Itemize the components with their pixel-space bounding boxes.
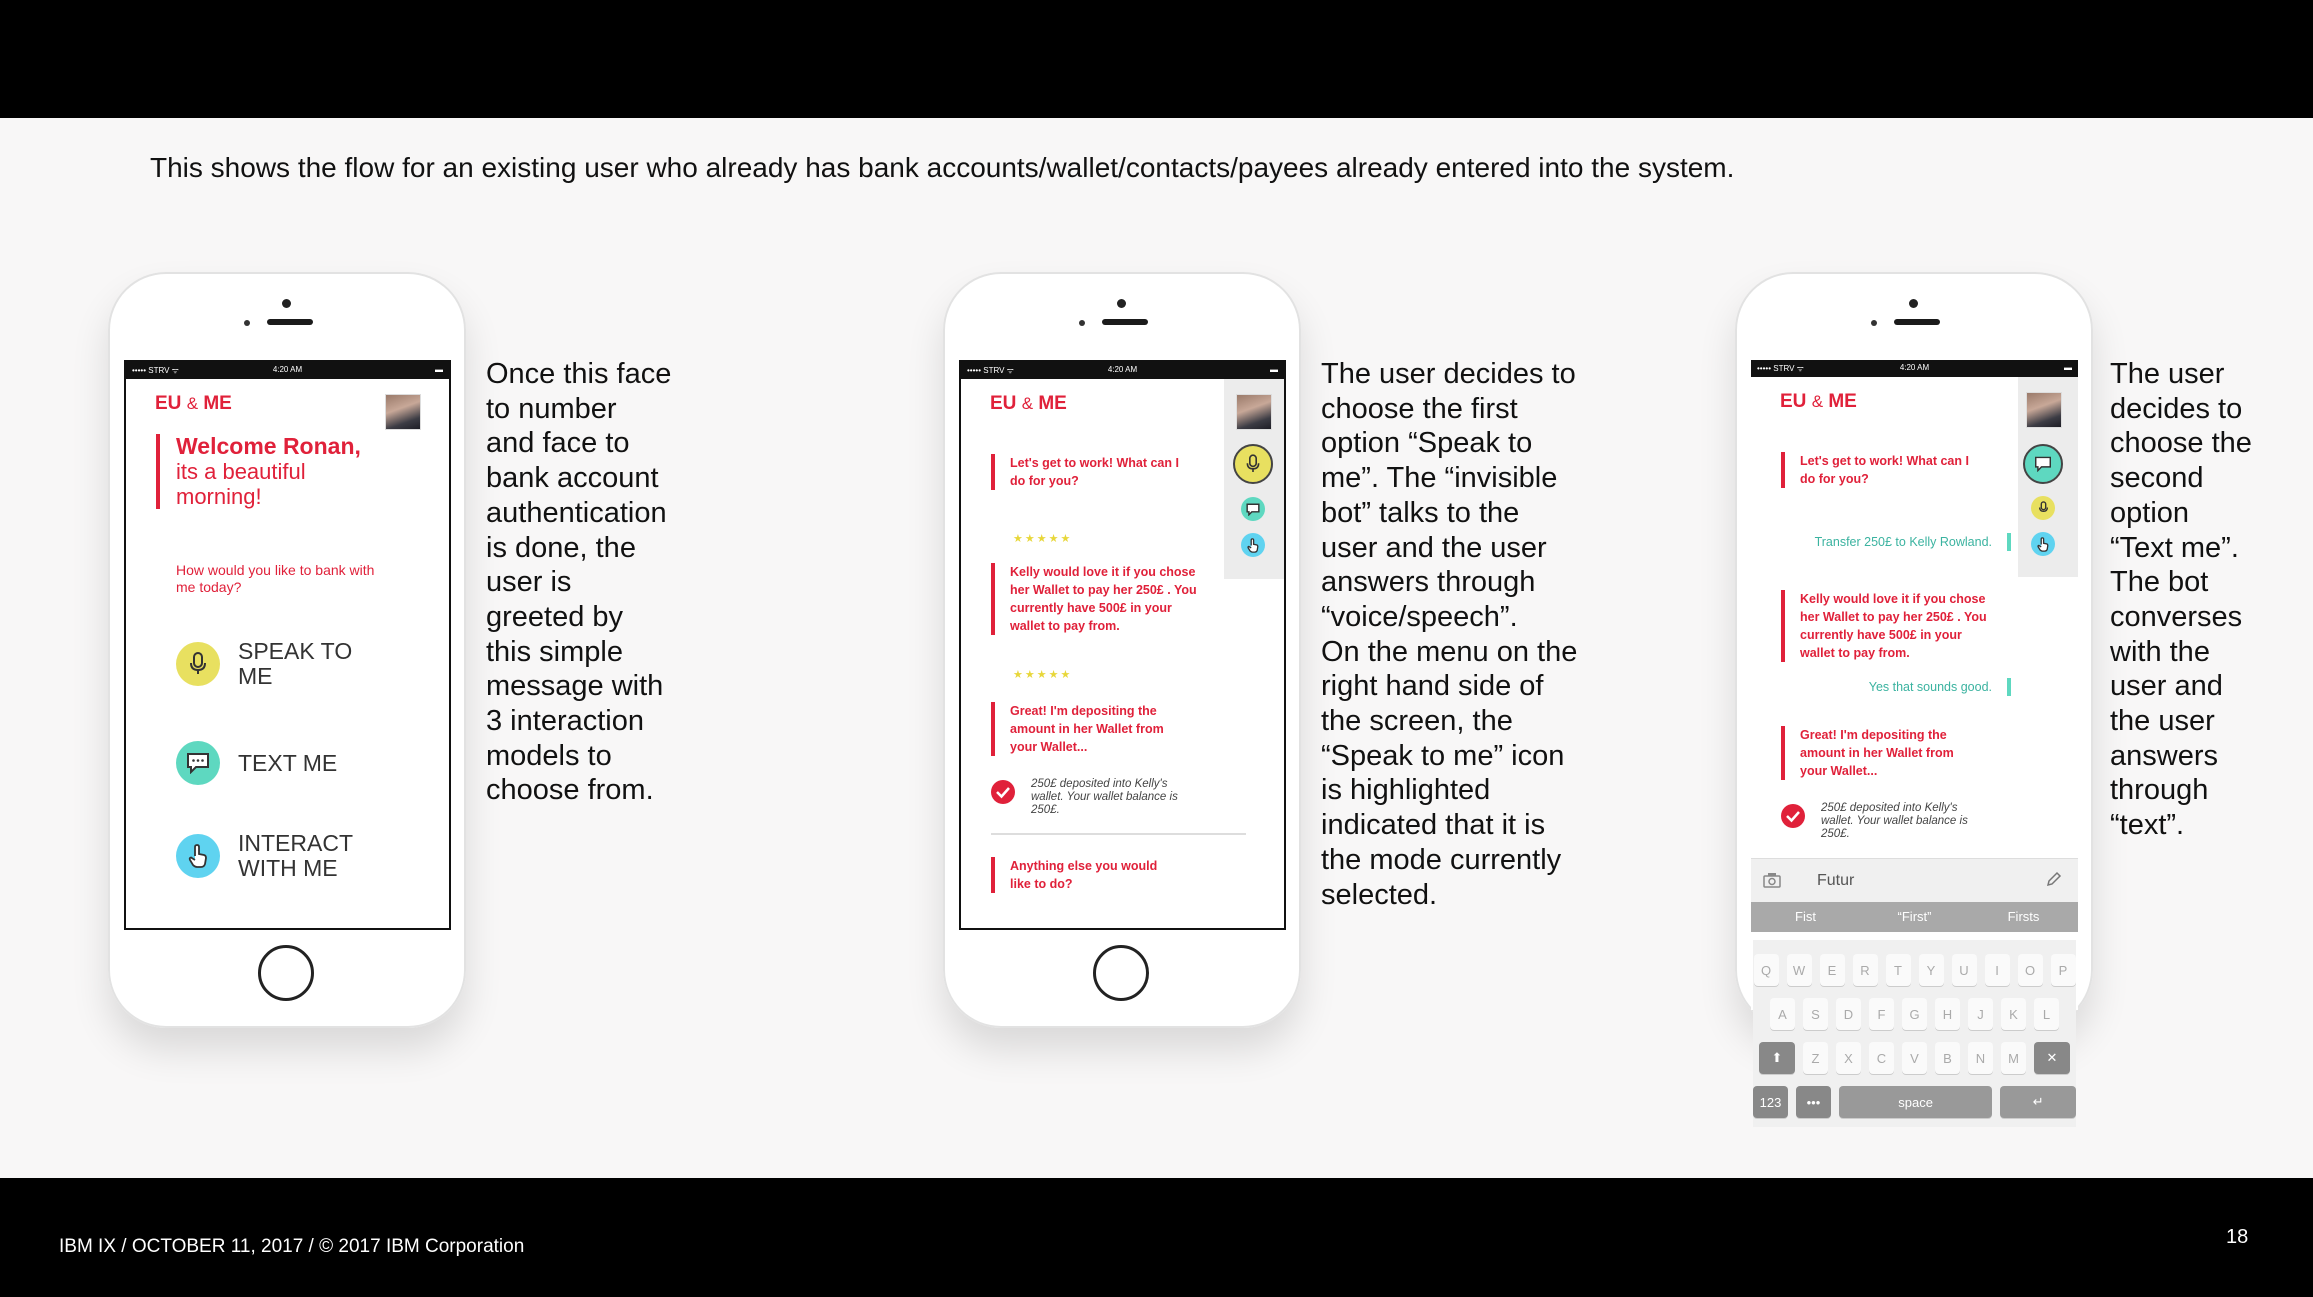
app-logo: EU & ME (155, 393, 232, 414)
key[interactable]: S (1803, 998, 1828, 1030)
autocomplete-bar (1751, 902, 2078, 932)
key[interactable]: T (1886, 954, 1911, 986)
key[interactable]: N (1968, 1042, 1993, 1074)
key[interactable]: Q (1754, 954, 1779, 986)
key[interactable]: R (1853, 954, 1878, 986)
bot-message: Great! I'm depositing the amount in her Wallet from your Wallet... (991, 702, 1176, 756)
key[interactable]: W (1787, 954, 1812, 986)
camera (1909, 299, 1918, 308)
shift-key[interactable]: ⬆ (1759, 1042, 1795, 1074)
key[interactable]: J (1968, 998, 1993, 1030)
key[interactable]: G (1902, 998, 1927, 1030)
key[interactable]: D (1836, 998, 1861, 1030)
bot-message: Anything else you would like to do? (991, 857, 1176, 893)
phone-speak (943, 272, 1301, 1028)
sensor (244, 320, 250, 326)
numbers-key[interactable]: 123 (1753, 1086, 1788, 1118)
avatar[interactable] (2026, 392, 2062, 428)
app-logo: EU & ME (1780, 391, 1857, 412)
speaker (267, 319, 313, 325)
option-label: SPEAK TO ME (238, 638, 353, 689)
key[interactable]: F (1869, 998, 1894, 1030)
camera (282, 299, 291, 308)
chat-icon[interactable] (2023, 444, 2063, 484)
delete-key[interactable]: ✕ (2034, 1042, 2070, 1074)
bot-message: Kelly would love it if you chose her Wallet to pay her 250£ . You currently have 500£ in your wallet to pay from. (1781, 590, 1991, 662)
keyboard (1753, 940, 2076, 1127)
top-bar (0, 0, 2313, 118)
user-message: Yes that sounds good. (1811, 678, 2011, 696)
text-me-option[interactable] (176, 741, 368, 785)
key[interactable]: L (2034, 998, 2059, 1030)
phone-text (1735, 272, 2093, 1028)
mic-icon (176, 642, 220, 686)
camera-icon[interactable] (1763, 872, 1781, 893)
intro-text: This shows the flow for an existing user who already has bank accounts/wallet/contacts/payees already entered into the system. (150, 152, 1735, 183)
hand-pointer-icon[interactable] (2031, 532, 2055, 556)
hand-pointer-icon[interactable] (1241, 533, 1265, 557)
mic-icon[interactable] (2031, 496, 2055, 520)
key[interactable]: X (1836, 1042, 1861, 1074)
footer-text: IBM IX / OCTOBER 11, 2017 / © 2017 IBM Corporation (59, 1236, 525, 1257)
speaker (1894, 319, 1940, 325)
key[interactable]: K (2001, 998, 2026, 1030)
suggestion[interactable]: “First” (1897, 909, 1932, 924)
key[interactable]: A (1770, 998, 1795, 1030)
key[interactable]: Y (1919, 954, 1944, 986)
chat-icon (176, 741, 220, 785)
bank-question: How would you like to bank with me today? (176, 562, 375, 595)
confirmation-text: 250£ deposited into Kelly's wallet. Your wallet balance is 250£. (1821, 802, 1968, 840)
more-key[interactable]: ••• (1796, 1086, 1831, 1118)
key[interactable]: C (1869, 1042, 1894, 1074)
confirmation-text: 250£ deposited into Kelly's wallet. Your wallet balance is 250£. (1031, 778, 1178, 816)
user-message: Transfer 250£ to Kelly Rowland. (1771, 533, 2011, 551)
bot-message: Let's get to work! What can I do for you? (991, 454, 1191, 490)
space-key[interactable]: space (1839, 1086, 1992, 1118)
description-2: The user decides to choose the first option “Speak to me”. The “invisible bot” talks to the user and the user answers through “voice/speech”. On the menu on the right hand side of the screen, the “Speak to me” icon is highlighted indicated that it is the mode currently selected. (1321, 358, 1578, 911)
interact-with-me-option[interactable] (176, 831, 368, 881)
key[interactable]: U (1952, 954, 1977, 986)
suggestion[interactable]: Firsts (2007, 909, 2040, 924)
phone-welcome (108, 272, 466, 1028)
sensor (1079, 320, 1085, 326)
bot-message: Great! I'm depositing the amount in her Wallet from your Wallet... (1781, 726, 1966, 780)
key[interactable]: Z (1803, 1042, 1828, 1074)
welcome-message (156, 434, 396, 509)
speaker (1102, 319, 1148, 325)
status-bar: ••••• STRV ᯤ 4:20 AM ▬ (1751, 360, 2078, 377)
avatar[interactable] (385, 394, 421, 430)
page-number: 18 (2226, 1226, 2249, 1248)
sensor (1871, 320, 1877, 326)
key[interactable]: I (1985, 954, 2010, 986)
bot-message: Kelly would love it if you chose her Wallet to pay her 250£ . You currently have 500£ in your wallet to pay from. (991, 563, 1201, 635)
welcome-title: Welcome Ronan, (176, 433, 361, 459)
message-input-bar (1751, 858, 2078, 902)
description-1: Once this face to number and face to bank account authentication is done, the user is greeted by this simple message with 3 interaction models to choose from. (486, 358, 672, 807)
check-icon (991, 780, 1015, 804)
chat-icon[interactable] (1241, 497, 1265, 521)
option-label: TEXT ME (238, 749, 338, 776)
screen-speak (959, 360, 1286, 930)
check-icon (1781, 804, 1805, 828)
description-3: The user decides to choose the second option “Text me”. The bot converses with the user and the user answers through “text”. (2110, 358, 2252, 842)
home-button[interactable] (1093, 945, 1149, 1001)
key[interactable]: H (1935, 998, 1960, 1030)
status-bar: ••••• STRV ᯤ 4:20 AM ▬ (961, 362, 1284, 379)
hand-pointer-icon (176, 834, 220, 878)
divider (991, 833, 1246, 835)
key[interactable]: B (1935, 1042, 1960, 1074)
key[interactable]: M (2001, 1042, 2026, 1074)
voice-indicator: ★★★★★ (1013, 669, 1073, 681)
key[interactable]: E (1820, 954, 1845, 986)
message-input[interactable]: Futur (1817, 872, 1855, 889)
welcome-subtitle: its a beautiful morning! (176, 459, 306, 509)
key[interactable]: V (1902, 1042, 1927, 1074)
screen-text (1751, 360, 2078, 1010)
key[interactable]: P (2051, 954, 2076, 986)
bot-message: Let's get to work! What can I do for you? (1781, 452, 1981, 488)
return-key[interactable]: ↵ (2000, 1086, 2076, 1118)
home-button[interactable] (258, 945, 314, 1001)
key[interactable]: O (2018, 954, 2043, 986)
app-logo: EU & ME (990, 393, 1067, 414)
suggestion[interactable]: Fist (1795, 909, 1816, 924)
option-label: INTERACT WITH ME (238, 830, 353, 881)
pencil-icon[interactable] (2046, 871, 2062, 892)
avatar[interactable] (1236, 394, 1272, 430)
camera (1117, 299, 1126, 308)
mic-icon[interactable] (1233, 444, 1273, 484)
voice-indicator: ★★★★★ (1013, 533, 1073, 545)
speak-to-me-option[interactable] (176, 639, 368, 689)
status-bar: ••••• STRV ᯤ 4:20 AM ▬ (126, 362, 449, 379)
screen-welcome (124, 360, 451, 930)
